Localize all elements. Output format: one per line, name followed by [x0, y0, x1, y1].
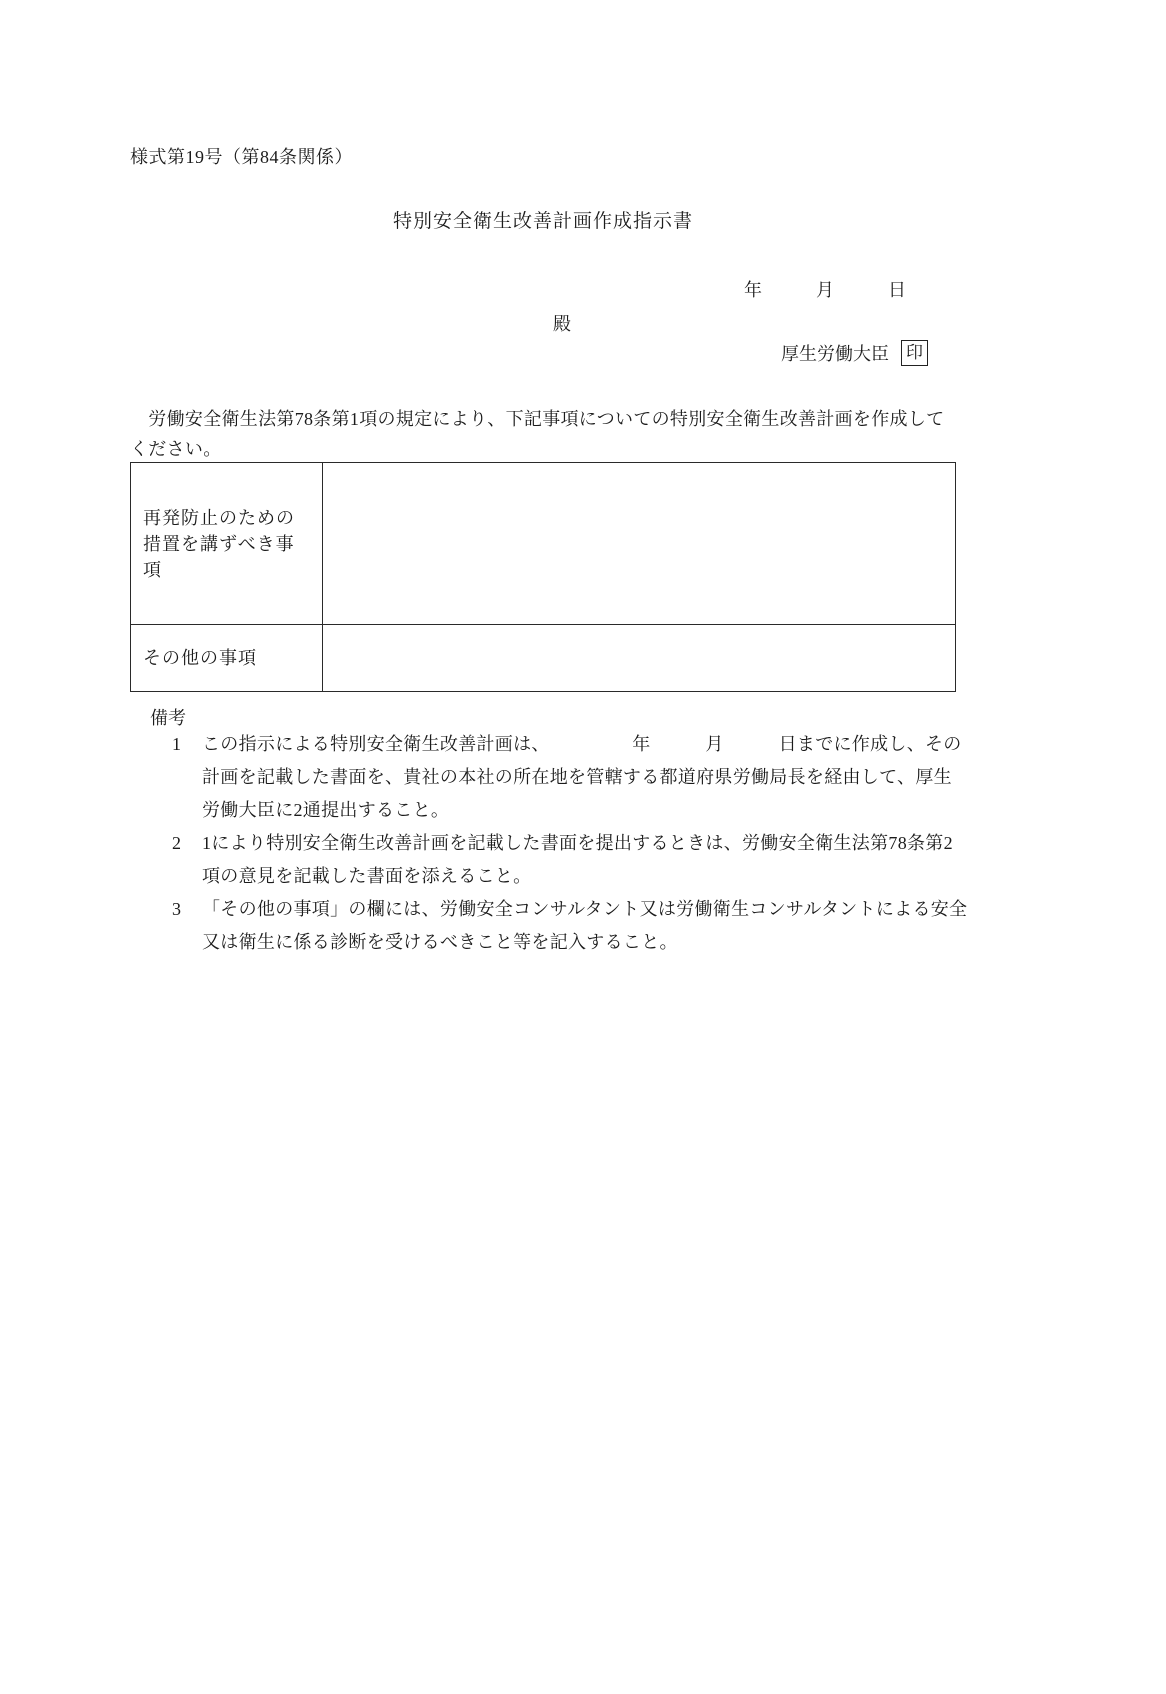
remark-text: 「その他の事項」の欄には、労働安全コンサルタント又は労働衛生コンサルタントによる安全又は衛生に係る診断を受けるべきこと等を記入すること。: [202, 899, 968, 952]
issuer-title: 厚生労働大臣: [781, 344, 889, 364]
remark-text: 1により特別安全衛生改善計画を記載した書面を提出するときは、労働安全衛生法第78条第2項の意見を記載した書面を添えること。: [202, 833, 953, 886]
remark-number: 2: [172, 833, 181, 853]
addressee-suffix: 殿: [553, 314, 571, 334]
row-label-recurrence-prevention: 再発防止のための措置を講ずべき事項: [131, 463, 323, 625]
row-value-recurrence-prevention: [323, 463, 956, 625]
body-paragraph: 労働安全衛生法第78条第1項の規定により、下記事項についての特別安全衛生改善計画を作成してください。: [130, 409, 945, 459]
form-number: 様式第19号（第84条関係）: [130, 147, 353, 167]
remark-text: この指示による特別安全衛生改善計画は、 年 月 日までに作成し、その計画を記載した書面を、貴社の本社の所在地を管轄する都道府県労働局長を経由して、厚生労働大臣に2通提出すること。: [202, 734, 962, 820]
remark-item-1: [168, 728, 968, 827]
table-row: [131, 625, 956, 692]
remarks-heading: 備考: [150, 708, 186, 728]
remark-number: 3: [172, 899, 181, 919]
issuer-line: [130, 340, 956, 366]
document-title: 特別安全衛生改善計画作成指示書: [392, 211, 693, 232]
seal-mark: 印: [901, 340, 928, 366]
form-table: [130, 462, 956, 692]
remark-number: 1: [172, 734, 181, 754]
row-value-other-matters: [323, 625, 956, 692]
table-row: [131, 463, 956, 625]
date-line: 年 月 日: [744, 280, 906, 300]
row-label-other-matters: その他の事項: [131, 625, 323, 692]
remarks-list: [168, 728, 968, 959]
remark-item-3: [168, 893, 968, 959]
remark-item-2: [168, 827, 968, 893]
